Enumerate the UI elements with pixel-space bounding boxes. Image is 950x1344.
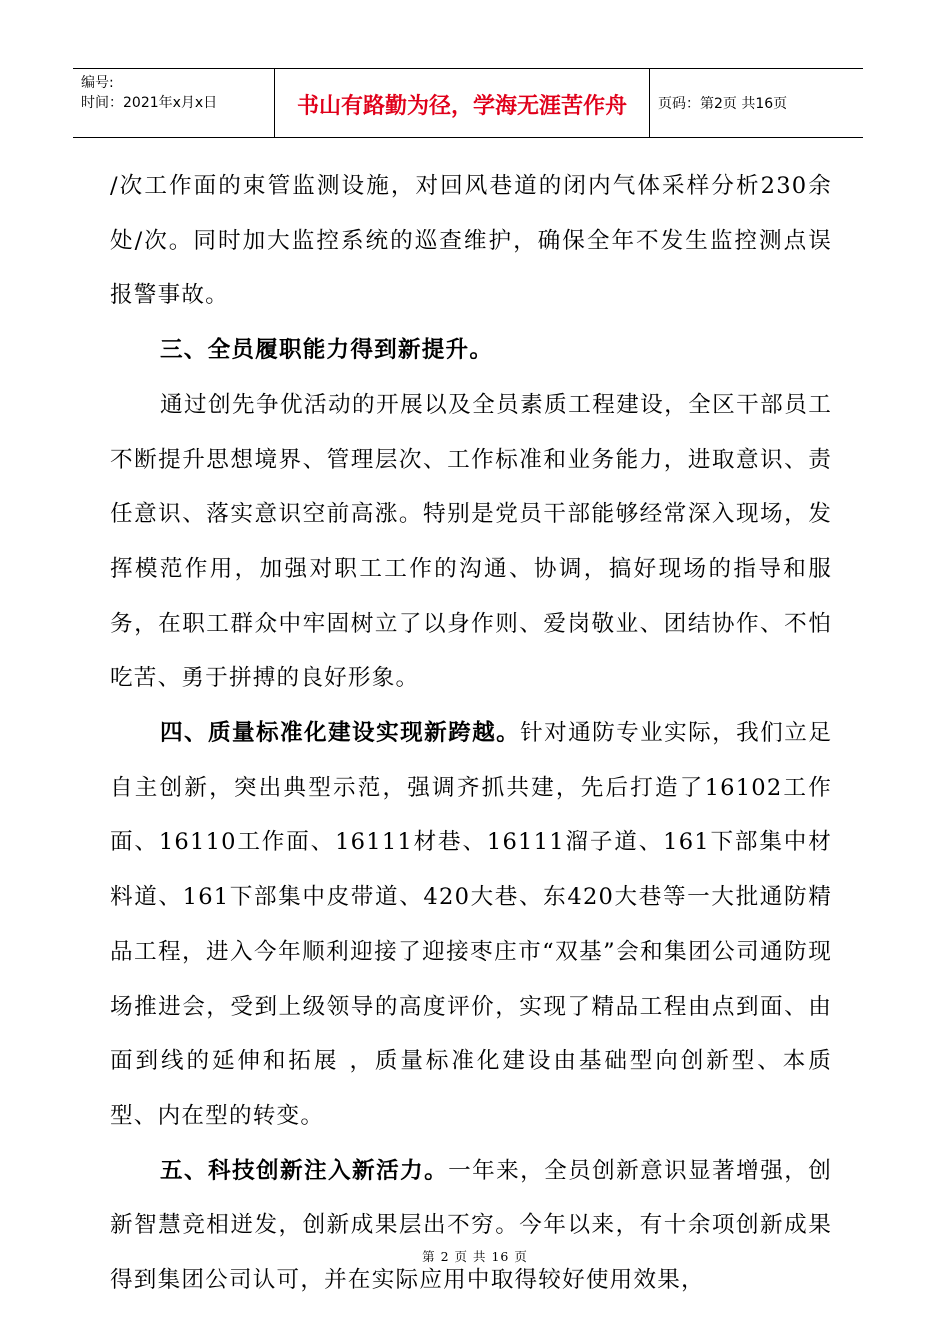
section-4-text: 针对通防专业实际，我们立足自主创新，突出典型示范，强调齐抓共建，先后打造了16102工作面、16110工作面、16111材巷、16111溜子道、161下部集中材料道、161下部集中皮带道、420大巷、东420大巷等一大批通防精品工程，进入今年顺利迎接了迎接枣庄市“双基”会和集团公司通防现场推进会，受到上级领导的高度评价，实现了精品工程由点到面、由面到线的延伸和拓展 ，质量标准化建设由基础型向创新型、本质型、内在型的转变。 <box>110 720 832 1129</box>
page-header <box>73 68 863 138</box>
paragraph-section-5 <box>110 1144 832 1308</box>
paragraph-section-3: 通过创先争优活动的开展以及全员素质工程建设，全区干部员工不断提升思想境界、管理层次、工作标准和业务能力，进取意识、责任意识、落实意识空前高涨。特别是党员干部能够经常深入现场，发挥模范作用，加强对职工工作的沟通、协调，搞好现场的指导和服务，在职工群众中牢固树立了以身作则、爱岗敬业、团结协作、不怕吃苦、勇于拼搏的良好形象。 <box>110 391 832 692</box>
document-body <box>110 159 832 1308</box>
section-heading-4: 四、质量标准化建设实现新跨越。 <box>160 720 521 747</box>
date-label: 时间：2021年x月x日 <box>81 95 218 111</box>
header-motto: 书山有路勤为径，学海无涯苦作舟 <box>275 69 650 137</box>
paragraph-section-4 <box>110 706 832 1144</box>
header-page-label: 页码：第2页 共16页 <box>658 96 788 112</box>
serial-number-label: 编号: <box>81 75 114 91</box>
page-footer: 第 2 页 共 16 页 <box>422 1249 528 1264</box>
section-heading-3: 三、全员履职能力得到新提升。 <box>160 337 494 364</box>
section-heading-5: 五、科技创新注入新活力。 <box>160 1157 449 1184</box>
section-5-text: 一年来，全员创新意识显著增强，创新智慧竞相迸发，创新成果层出不穷。今年以来，有十余项创新成果得到集团公司认可，并在实际应用中取得较好使用效果， <box>110 1157 832 1294</box>
header-meta <box>73 69 275 137</box>
paragraph-continuation: /次工作面的束管监测设施，对回风巷道的闭内气体采样分析230余处/次。同时加大监控系统的巡查维护，确保全年不发生监控测点误报警事故。 <box>110 173 832 309</box>
